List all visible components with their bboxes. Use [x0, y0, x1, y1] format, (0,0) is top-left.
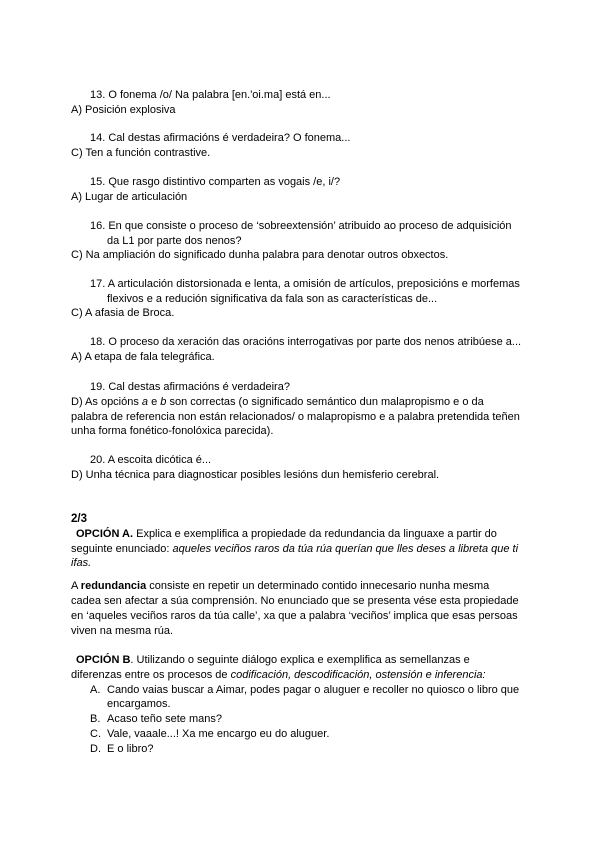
answer-19-line2: palabra de referencia non están relacionados/ o malapropismo e a palabra pretendida teñen [71, 411, 520, 423]
option-a-prompt [76, 527, 497, 541]
answer-19-option-b: b [160, 396, 167, 408]
section-number: 2/3 [71, 513, 87, 525]
answer-17: C) A afasia de Broca. [71, 307, 175, 319]
answer-13: A) Posición explosiva [71, 104, 176, 116]
question-14: 14. Cal destas afirmacións é verdadeira? O fonema... [90, 132, 351, 144]
option-a-answer-line3: en ‘aqueles veciños raros da túa calle’, xa que a palabra ‘veciños’ implica que esas persoas [71, 610, 518, 622]
question-17-cont: flexivos e a redución significativa da fala son as características de... [107, 293, 438, 305]
dialogue-letter: D. [90, 743, 101, 755]
answer-prefix: A [71, 580, 81, 592]
answer-keyword: redundancia [80, 580, 147, 592]
option-a-label: OPCIÓN A. [76, 528, 134, 540]
dialogue-text: Acaso teño sete mans? [107, 713, 222, 725]
dialogue-letter: B. [90, 713, 101, 725]
option-a-prompt-line2 [71, 542, 518, 556]
dialogue-line-a [0, 683, 600, 713]
question-15: 15. Que rasgo distintivo comparten as vogais /e, i/? [90, 176, 341, 188]
answer-line1-text: consiste en repetir un determinado contido innecesario nunha mesma [146, 580, 490, 592]
option-a-answer-line1 [71, 579, 489, 593]
option-a-line2-prefix: seguinte enunciado: [71, 543, 173, 555]
option-b-label: OPCIÓN B [76, 654, 131, 666]
answer-19-prefix: D) As opcións [71, 396, 142, 408]
option-a-answer-line2: cadea sen afectar a súa comprensión. No enunciado que se presenta vése esta propiedade [71, 595, 519, 607]
answer-19-mid: e [148, 396, 161, 408]
dialogue-line-b [0, 712, 600, 726]
question-13: 13. O fonema /o/ Na palabra [en.'oi.ma] está en... [90, 89, 331, 101]
option-b-text: . Utilizando o seguinte diálogo explica e exemplifica as semellanzas e [130, 654, 470, 666]
question-18: 18. O proceso da xeración das oracións interrogativas por parte dos nenos atribúese a... [90, 336, 522, 348]
question-16: 16. En que consiste o proceso de ‘sobreextensión’ atribuido ao proceso de adquisición [90, 220, 512, 232]
option-b-processes: codificación, descodificación, ostensión e inferencia: [230, 669, 486, 681]
dialogue-line-d [0, 742, 600, 756]
answer-19-option-a: a [141, 396, 149, 408]
answer-20: D) Unha técnica para diagnosticar posibles lesións dun hemisferio cerebral. [71, 469, 440, 481]
answer-14: C) Ten a función contrastive. [71, 147, 211, 159]
dialogue-text: E o libro? [107, 743, 154, 755]
answer-19-rest: son correctas (o significado semántico dun malapropismo e o da [166, 396, 484, 408]
dialogue-text-cont: encargamos. [107, 698, 171, 710]
option-a-text: Explica e exemplifica a propiedade da redundancia da linguaxe a partir do [133, 528, 497, 540]
option-b-line2-prefix: diferenzas entre os procesos de [71, 669, 231, 681]
answer-15: A) Lugar de articulación [71, 191, 188, 203]
answer-19 [71, 395, 484, 409]
question-20: 20. A escoita dicótica é... [90, 454, 212, 466]
question-17: 17. A articulación distorsionada e lenta, a omisión de artículos, preposicións e morfemas [90, 278, 520, 290]
answer-16: C) Na ampliación do significado dunha palabra para denotar outros obxectos. [71, 249, 449, 261]
dialogue-letter: C. [90, 728, 101, 740]
dialogue-letter: A. [90, 684, 101, 696]
option-a-quote-cont: ifas. [71, 557, 92, 569]
answer-19-line3: unha forma fonético-fonolóxica parecida). [71, 425, 274, 437]
option-a-answer-line4: viven na mesma rúa. [71, 625, 174, 637]
dialogue-text: Cando vaias buscar a Aimar, podes pagar o aluguer e recoller no quiosco o libro que [107, 684, 520, 696]
answer-18: A) A etapa de fala telegráfica. [71, 351, 215, 363]
question-16-cont: da L1 por parte dos nenos? [107, 235, 242, 247]
dialogue-text: Vale, vaaale...! Xa me encargo eu do aluguer. [107, 728, 330, 740]
option-b-prompt [76, 653, 470, 667]
question-19: 19. Cal destas afirmacións é verdadeira? [90, 381, 290, 393]
option-b-prompt-line2 [71, 668, 486, 682]
dialogue-line-c [0, 727, 600, 741]
option-a-quote: aqueles veciños raros da túa rúa querían que lles deses a libreta que ti [172, 543, 519, 555]
